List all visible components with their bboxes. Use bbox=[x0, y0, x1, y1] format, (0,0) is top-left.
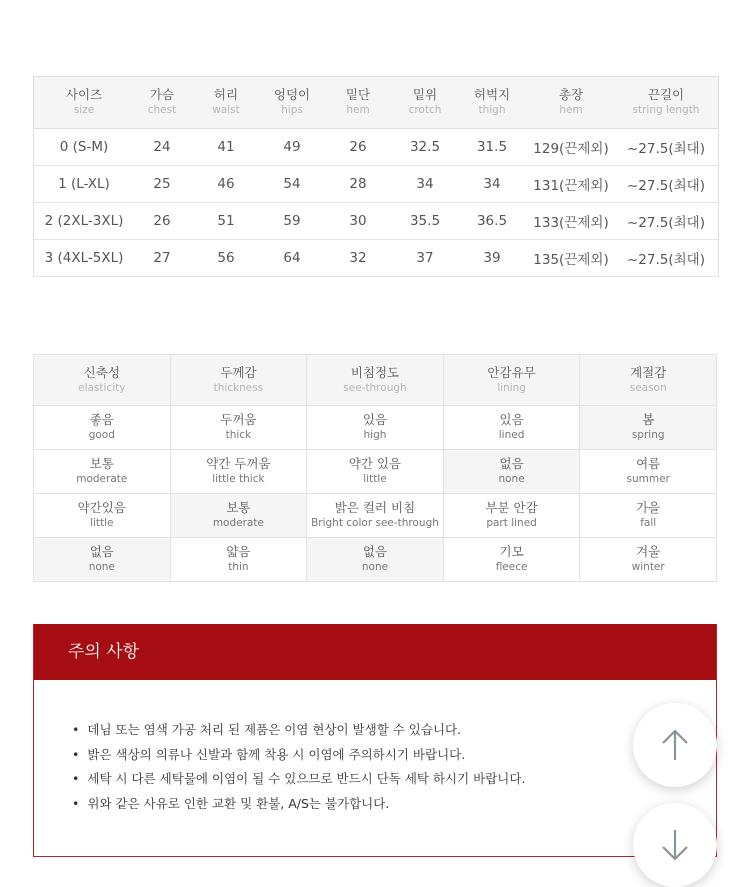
table-cell bbox=[443, 538, 580, 582]
column-header bbox=[456, 77, 528, 129]
header-ko: 허벅지 bbox=[473, 87, 511, 102]
selected-cell bbox=[580, 406, 717, 450]
table-cell: 37 bbox=[394, 240, 456, 277]
cell-en: moderate bbox=[212, 517, 264, 529]
header-ko: 총장 bbox=[558, 87, 584, 102]
header-en: thickness bbox=[213, 381, 264, 394]
cell-ko: 가을 bbox=[636, 500, 661, 515]
header-ko: 두께감 bbox=[220, 364, 257, 380]
header-en: waist bbox=[212, 104, 240, 116]
header-en: season bbox=[629, 381, 667, 394]
cell-en: winter bbox=[631, 561, 665, 573]
cell-en: fall bbox=[640, 517, 657, 529]
table-row bbox=[34, 538, 717, 582]
cell-en: high bbox=[363, 429, 387, 441]
notice-item: • 위와 같은 사유로 인한 교환 및 환불, A/S는 불가합니다. bbox=[72, 795, 525, 820]
column-header bbox=[262, 77, 322, 129]
cell-ko: 얇음 bbox=[226, 544, 251, 559]
table-cell: 41 bbox=[190, 129, 262, 166]
table-row bbox=[34, 450, 717, 494]
table-cell: ~27.5(최대) bbox=[614, 203, 719, 240]
header-en: elasticity bbox=[78, 381, 126, 394]
table-row bbox=[34, 166, 719, 203]
table-cell: 32.5 bbox=[394, 129, 456, 166]
size-table-header bbox=[34, 77, 719, 129]
column-header bbox=[580, 355, 717, 406]
cell-en: little thick bbox=[212, 473, 265, 485]
fabric-table-header bbox=[34, 355, 717, 406]
column-header bbox=[170, 355, 307, 406]
table-cell: 1 (L-XL) bbox=[34, 166, 135, 203]
header-en: hem bbox=[346, 104, 370, 116]
notice-title: 주의 사항 bbox=[34, 624, 716, 680]
cell-en: lined bbox=[498, 429, 525, 441]
table-cell bbox=[170, 450, 307, 494]
column-header bbox=[394, 77, 456, 129]
table-row bbox=[34, 203, 719, 240]
header-ko: 안감유무 bbox=[487, 364, 536, 380]
table-cell: 34 bbox=[394, 166, 456, 203]
table-cell bbox=[170, 406, 307, 450]
table-cell bbox=[170, 538, 307, 582]
selected-cell bbox=[307, 538, 444, 582]
cell-ko: 있음 bbox=[499, 412, 524, 427]
table-cell: 26 bbox=[134, 203, 190, 240]
table-cell: 24 bbox=[134, 129, 190, 166]
table-cell: 131(끈제외) bbox=[528, 166, 614, 203]
cell-ko: 없음 bbox=[89, 544, 114, 559]
cell-ko: 기모 bbox=[499, 544, 524, 559]
header-en: size bbox=[73, 104, 95, 116]
table-row bbox=[34, 240, 719, 277]
table-cell bbox=[580, 538, 717, 582]
header-en: hem bbox=[559, 104, 583, 116]
cell-en: little bbox=[90, 517, 114, 529]
table-cell: 25 bbox=[134, 166, 190, 203]
header-ko: 허리 bbox=[213, 87, 239, 102]
selected-cell bbox=[443, 450, 580, 494]
table-cell: ~27.5(최대) bbox=[614, 240, 719, 277]
cell-en: thick bbox=[225, 429, 252, 441]
table-cell bbox=[34, 450, 171, 494]
table-cell bbox=[34, 406, 171, 450]
table-cell: 30 bbox=[322, 203, 394, 240]
header-ko: 가슴 bbox=[149, 87, 175, 102]
header-en: chest bbox=[147, 104, 177, 116]
table-cell: 135(끈제외) bbox=[528, 240, 614, 277]
cell-ko: 약간 있음 bbox=[348, 456, 402, 471]
table-cell: ~27.5(최대) bbox=[614, 129, 719, 166]
table-cell: 26 bbox=[322, 129, 394, 166]
table-cell: 56 bbox=[190, 240, 262, 277]
header-ko: 사이즈 bbox=[65, 87, 103, 102]
table-cell: 0 (S-M) bbox=[34, 129, 135, 166]
selected-cell bbox=[170, 494, 307, 538]
cell-ko: 약간 두꺼움 bbox=[206, 456, 271, 471]
scroll-top-button[interactable] bbox=[633, 703, 717, 787]
table-row bbox=[34, 494, 717, 538]
column-header bbox=[614, 77, 719, 129]
cell-en: thin bbox=[228, 561, 249, 573]
header-ko: 끈길이 bbox=[647, 87, 685, 102]
header-ko: 엉덩이 bbox=[273, 87, 311, 102]
cell-ko: 봄 bbox=[642, 412, 655, 427]
cell-en: moderate bbox=[76, 473, 128, 485]
arrow-up-icon bbox=[660, 728, 690, 762]
notice-item: • 밝은 색상의 의류나 신발과 함께 착용 시 이염에 주의하시기 바랍니다. bbox=[72, 746, 525, 771]
header-ko: 신축성 bbox=[83, 364, 120, 380]
table-cell: 35.5 bbox=[394, 203, 456, 240]
column-header bbox=[134, 77, 190, 129]
table-cell: 49 bbox=[262, 129, 322, 166]
header-en: hips bbox=[281, 104, 303, 116]
cell-ko: 겨울 bbox=[636, 544, 661, 559]
table-cell: 27 bbox=[134, 240, 190, 277]
table-cell: 129(끈제외) bbox=[528, 129, 614, 166]
column-header bbox=[443, 355, 580, 406]
table-cell: 59 bbox=[262, 203, 322, 240]
column-header bbox=[528, 77, 614, 129]
header-en: crotch bbox=[408, 104, 442, 116]
table-cell bbox=[307, 406, 444, 450]
table-cell: 34 bbox=[456, 166, 528, 203]
cell-ko: 여름 bbox=[636, 456, 661, 471]
header-ko: 계절감 bbox=[630, 364, 667, 380]
table-cell: 133(끈제외) bbox=[528, 203, 614, 240]
column-header bbox=[190, 77, 262, 129]
column-header bbox=[322, 77, 394, 129]
table-cell bbox=[443, 406, 580, 450]
header-en: see-through bbox=[343, 381, 407, 394]
cell-ko: 없음 bbox=[362, 544, 388, 559]
table-row bbox=[34, 406, 717, 450]
cell-ko: 보통 bbox=[89, 456, 114, 471]
table-cell: 64 bbox=[262, 240, 322, 277]
table-cell bbox=[34, 494, 171, 538]
cell-ko: 없음 bbox=[499, 456, 524, 471]
fabric-info-table bbox=[33, 354, 717, 582]
cell-ko: 좋음 bbox=[89, 412, 114, 427]
notice-list bbox=[72, 721, 525, 820]
table-cell: 39 bbox=[456, 240, 528, 277]
table-cell: 54 bbox=[262, 166, 322, 203]
column-header bbox=[34, 77, 135, 129]
table-cell: ~27.5(최대) bbox=[614, 166, 719, 203]
cell-en: good bbox=[88, 429, 115, 441]
header-en: lining bbox=[497, 381, 526, 394]
cell-en: fleece bbox=[495, 561, 528, 573]
selected-cell bbox=[34, 538, 171, 582]
table-cell: 51 bbox=[190, 203, 262, 240]
cell-en: none bbox=[498, 473, 525, 485]
cell-ko: 있음 bbox=[362, 412, 388, 427]
column-header bbox=[34, 355, 171, 406]
table-cell: 3 (4XL-5XL) bbox=[34, 240, 135, 277]
cell-en: Bright color see-through bbox=[311, 517, 439, 529]
notice-item: • 세탁 시 다른 세탁물에 이염이 될 수 있으므로 반드시 단독 세탁 하시기 바랍니다. bbox=[72, 770, 525, 795]
cell-en: spring bbox=[631, 429, 665, 441]
table-cell: 46 bbox=[190, 166, 262, 203]
table-cell: 36.5 bbox=[456, 203, 528, 240]
column-header bbox=[307, 355, 444, 406]
header-en: string length bbox=[632, 104, 700, 116]
table-cell: 2 (2XL-3XL) bbox=[34, 203, 135, 240]
table-cell bbox=[580, 450, 717, 494]
notice-box bbox=[33, 624, 717, 857]
cell-ko: 두꺼움 bbox=[220, 412, 257, 427]
cell-en: summer bbox=[626, 473, 670, 485]
header-ko: 밑위 bbox=[412, 87, 438, 102]
table-cell: 28 bbox=[322, 166, 394, 203]
cell-en: little bbox=[363, 473, 387, 485]
cell-en: none bbox=[361, 561, 389, 573]
cell-ko: 약간있음 bbox=[77, 500, 126, 515]
size-table bbox=[33, 76, 719, 277]
cell-en: part lined bbox=[486, 517, 537, 529]
table-cell bbox=[307, 450, 444, 494]
cell-ko: 밝은 컬러 비침 bbox=[334, 500, 416, 515]
cell-ko: 부분 안감 bbox=[485, 500, 538, 515]
table-cell bbox=[307, 494, 444, 538]
table-cell: 31.5 bbox=[456, 129, 528, 166]
scroll-bottom-button[interactable] bbox=[633, 803, 717, 887]
table-row bbox=[34, 129, 719, 166]
cell-ko: 보통 bbox=[226, 500, 251, 515]
notice-item: • 데님 또는 염색 가공 처리 된 제품은 이염 현상이 발생할 수 있습니다. bbox=[72, 721, 525, 746]
table-cell: 32 bbox=[322, 240, 394, 277]
arrow-down-icon bbox=[660, 828, 690, 862]
header-ko: 비침정도 bbox=[350, 364, 400, 380]
cell-en: none bbox=[88, 561, 115, 573]
table-cell bbox=[443, 494, 580, 538]
header-ko: 밑단 bbox=[345, 87, 371, 102]
table-cell bbox=[580, 494, 717, 538]
header-en: thigh bbox=[478, 104, 506, 116]
